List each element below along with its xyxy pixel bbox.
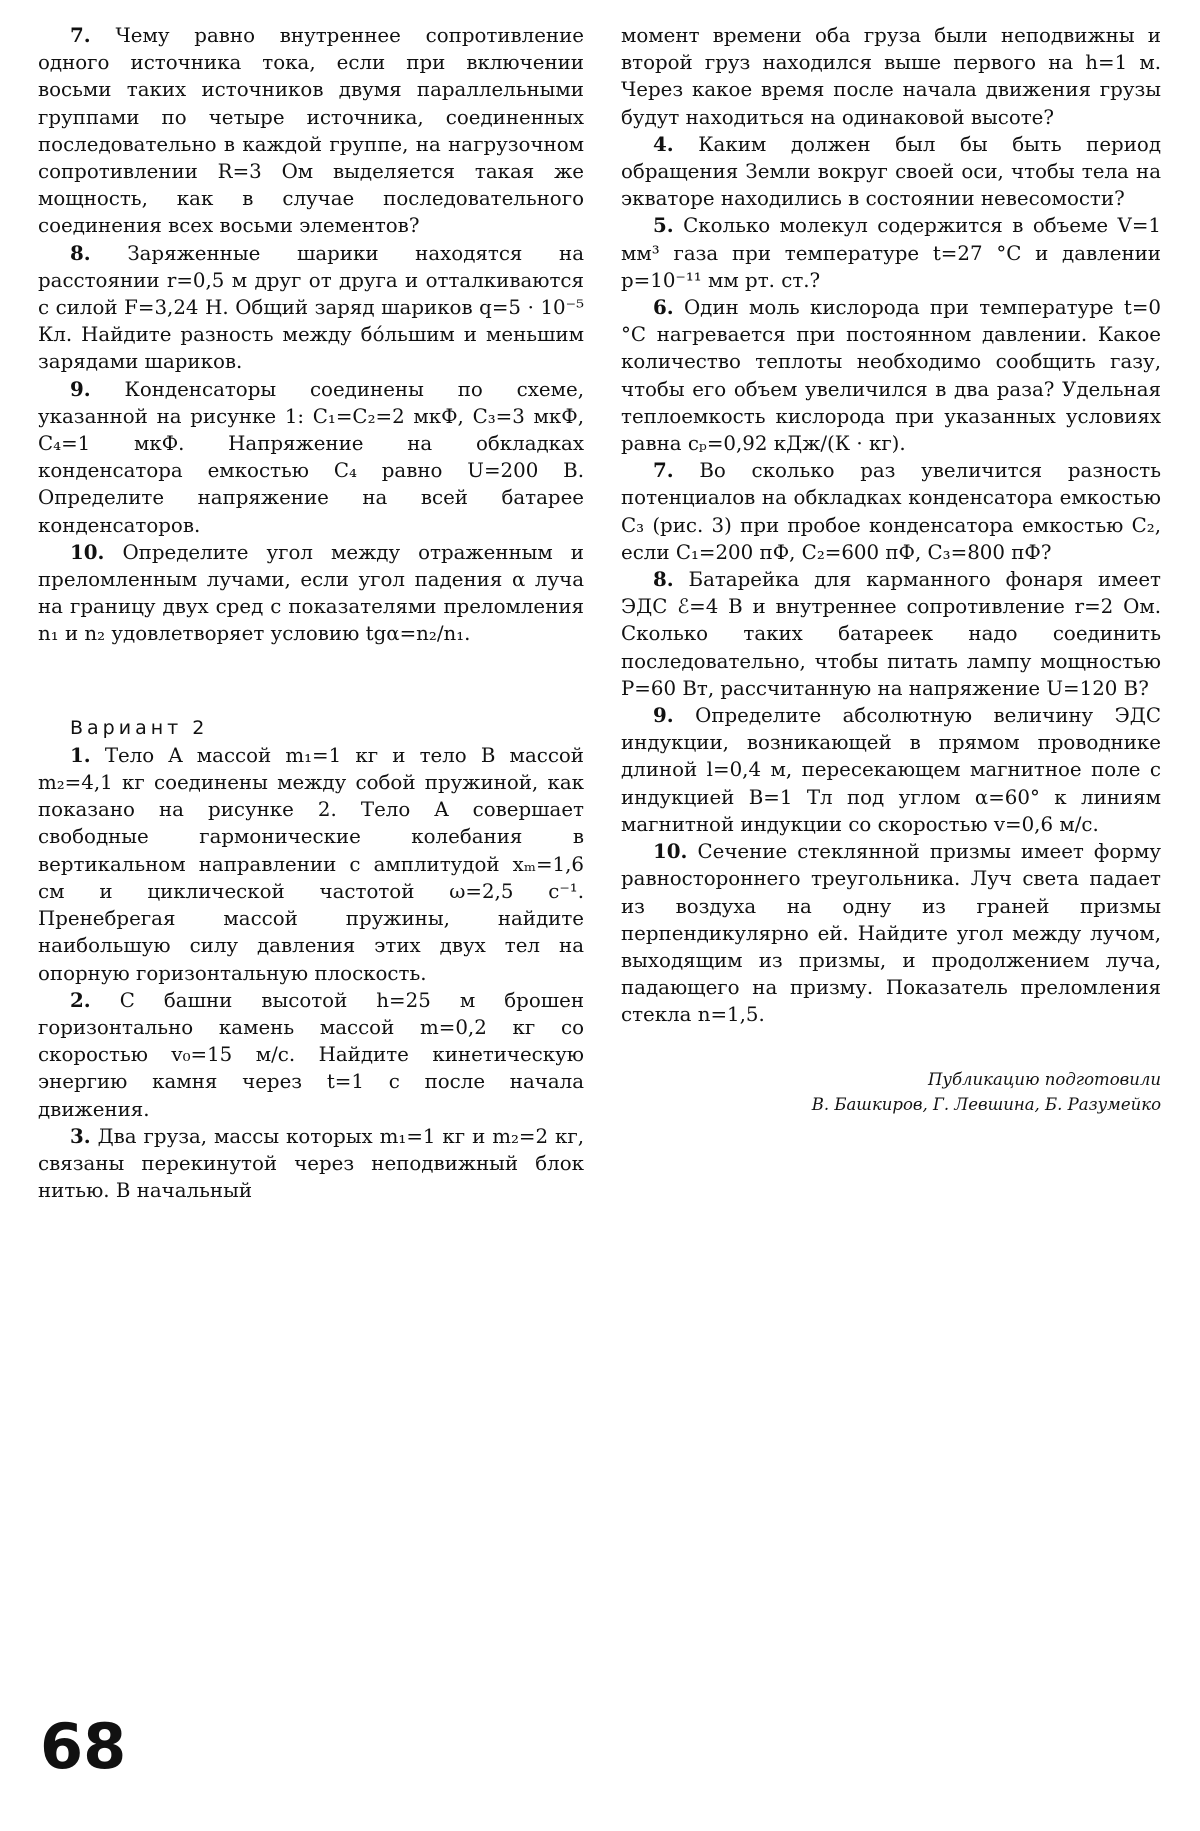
problem-number: 4. (653, 131, 674, 156)
problem-v1-9 (38, 376, 584, 539)
publication-credits (621, 1067, 1161, 1117)
problem-number: 8. (70, 240, 91, 265)
problem-number: 8. (653, 567, 674, 592)
problem-v2-3 (38, 1123, 584, 1205)
problem-v2-3-continuation: момент времени оба груза были неподвижны и второй груз находился выше первого на h=1 м. Через какое время после начала движения грузы будут находиться на одинаковой высоте? (621, 24, 1161, 129)
problem-text: Каким должен был бы быть период обращения Земли вокруг своей оси, чтобы тела на экваторе находились в состоянии невесомости? (621, 132, 1161, 211)
problem-text: Тело A массой m₁=1 кг и тело B массой m₂=4,1 кг соединены между собой пружиной, как показано на рисунке 2. Тело A совершает свободные гармонические колебания в вертикальном направлении с амплитудой xₘ=1,6 см и циклической частотой ω=2,5 с⁻¹. Пренебрегая массой пружины, найдите наибольшую силу давления этих двух тел на опорную горизонтальную плоскость. (38, 743, 584, 985)
problem-number: 1. (70, 742, 91, 767)
problem-text: Чему равно внутреннее сопротивление одного источника тока, если при включении восьми таких источников двумя параллельными группами по четыре источника, соединенных последовательно в каждой группе, на нагрузочном сопротивлении R=3 Ом выделяется такая же мощность, как в случае последовательного соединения всех восьми элементов? (38, 24, 584, 238)
problem-text: Определите угол между отраженным и преломленным лучами, если угол падения α луча на границу двух сред с показателями преломления n₁ и n₂ удовлетворяет условию tgα=n₂/n₁. (38, 540, 584, 646)
problem-number: 7. (70, 23, 91, 47)
problem-v1-10 (38, 539, 584, 648)
credits-line-2: В. Башкиров, Г. Левшина, Б. Разумейко (811, 1094, 1161, 1114)
problem-v1-7 (38, 22, 584, 240)
problem-text: Конденсаторы соединены по схеме, указанной на рисунке 1: C₁=C₂=2 мкФ, C₃=3 мкФ, C₄=1 мкФ. Напряжение на обкладках конденсатора емкостью C₄ равно U=200 В. Определите напряжение на всей батарее конденсаторов. (38, 377, 584, 537)
right-column (621, 22, 1161, 1117)
problem-number: 9. (653, 703, 674, 728)
problem-v2-1 (38, 742, 584, 987)
problem-v2-2 (38, 987, 584, 1123)
problem-text: Определите абсолютную величину ЭДС индукции, возникающей в прямом проводнике длиной l=0,4 м, пересекающем магнитное поле с индукцией B=1 Тл под углом α=60° к линиям магнитной индукции со скоростью v=0,6 м/с. (621, 704, 1161, 836)
problem-text: С башни высотой h=25 м брошен горизонтально камень массой m=0,2 кг со скоростью v₀=15 м/с. Найдите кинетическую энергию камня через t=1 с после начала движения. (38, 988, 585, 1121)
problem-v2-8 (621, 566, 1161, 702)
problem-number: 2. (70, 987, 91, 1012)
problem-v2-4 (621, 131, 1161, 213)
problem-text: Батарейка для карманного фонаря имеет ЭДС ℰ=4 В и внутреннее сопротивление r=2 Ом. Сколько таких батареек надо соединить последовательно, чтобы питать лампу мощностью P=60 Вт, рассчитанную на напряжение U=120 В? (621, 568, 1161, 700)
problem-text: Один моль кислорода при температуре t=0 °C нагревается при постоянном давлении. Какое количество теплоты необходимо сообщить газу, чтобы его объем увеличился в два раза? Удельная теплоемкость кислорода при указанных условиях равна cₚ=0,92 кДж/(К · кг). (621, 296, 1161, 456)
problem-text: Во сколько раз увеличится разность потенциалов на обкладках конденсатора емкостью C₃ (рис. 3) при пробое конденсатора емкостью C₂, если C₁=200 пФ, C₂=600 пФ, C₃=800 пФ? (621, 459, 1161, 564)
problem-text: Сечение стеклянной призмы имеет форму равностороннего треугольника. Луч света падает из воздуха на одну из граней призмы перпендикулярно ей. Найдите угол между лучом, выходящим из призмы, и продолжением луча, падающего на призму. Показатель преломления стекла n=1,5. (621, 840, 1161, 1027)
problem-text: Два груза, массы которых m₁=1 кг и m₂=2 кг, связаны перекинутой через неподвижный блок нитью. В начальный (38, 1124, 584, 1203)
problem-number: 10. (70, 539, 105, 564)
problem-v2-10 (621, 838, 1161, 1028)
problem-number: 6. (653, 295, 674, 320)
problem-number: 3. (70, 1123, 91, 1148)
problem-text: Заряженные шарики находятся на расстоянии r=0,5 м друг от друга и отталкиваются с силой F=3,24 Н. Общий заряд шариков q=5 · 10⁻⁵ Кл. Найдите разность между бо́льшим и меньшим зарядами шариков. (38, 241, 584, 374)
problem-number: 10. (653, 839, 688, 864)
page-number: 68 (40, 1710, 127, 1783)
problem-number: 5. (653, 213, 674, 238)
problem-v1-8 (38, 240, 584, 376)
problem-v2-5 (621, 212, 1161, 294)
problem-number: 9. (70, 376, 91, 401)
problem-v2-6 (621, 294, 1161, 457)
problem-v2-7 (621, 457, 1161, 566)
variant-2-heading: Вариант 2 (70, 716, 209, 739)
problem-v2-9 (621, 702, 1161, 838)
problem-text: Сколько молекул содержится в объеме V=1 мм³ газа при температуре t=27 °C и давлении p=10⁻¹¹ мм рт. ст.? (621, 214, 1161, 292)
left-column (38, 22, 584, 1204)
credits-line-1: Публикацию подготовили (928, 1069, 1161, 1089)
problem-number: 7. (653, 458, 674, 483)
